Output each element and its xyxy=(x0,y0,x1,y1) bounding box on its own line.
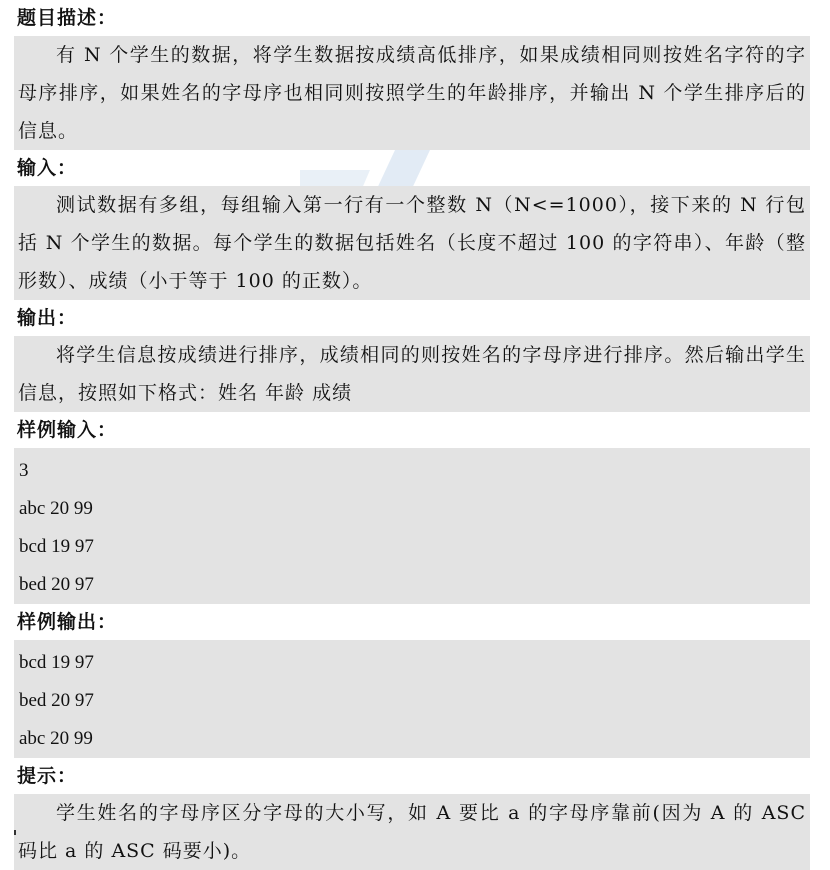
sample-input-box xyxy=(14,448,810,604)
sample-input-line: abc 20 99 xyxy=(19,498,93,519)
description-text: 有 N 个学生的数据，将学生数据按成绩高低排序，如果成绩相同则按姓名字符的字母序排序，如果姓名的字母序也相同则按照学生的年龄排序，并输出 N 个学生排序后的信息。 xyxy=(18,44,806,142)
sample-output-heading: 样例输出： xyxy=(17,611,118,633)
sample-input-line: 3 xyxy=(19,460,29,481)
input-heading: 输入： xyxy=(17,157,78,179)
sample-input-line: bed 20 97 xyxy=(19,574,94,595)
problem-document xyxy=(14,0,810,870)
sample-output-box xyxy=(14,640,810,758)
hint-text: 学生姓名的字母序区分字母的大小写，如 A 要比 a 的字母序靠前(因为 A 的 ASC 码比 a 的 ASC 码要小)。 xyxy=(18,802,806,862)
description-box xyxy=(14,36,810,150)
page-edge-mark xyxy=(14,830,26,835)
sample-input-line: bcd 19 97 xyxy=(19,536,94,557)
output-heading: 输出： xyxy=(17,307,78,329)
sample-input-heading: 样例输入： xyxy=(17,419,118,441)
hint-heading: 提示： xyxy=(17,765,78,787)
output-box xyxy=(14,336,810,412)
input-box xyxy=(14,186,810,300)
sample-output-line: abc 20 99 xyxy=(19,728,93,749)
output-text: 将学生信息按成绩进行排序，成绩相同的则按姓名的字母序进行排序。然后输出学生信息，按照如下格式：姓名 年龄 成绩 xyxy=(18,344,806,404)
input-text: 测试数据有多组，每组输入第一行有一个整数 N（N<=1000），接下来的 N 行包括 N 个学生的数据。每个学生的数据包括姓名（长度不超过 100 的字符串）、年龄（整形数）、成绩（小于等于 100 的正数）。 xyxy=(18,194,806,292)
sample-output-line: bcd 19 97 xyxy=(19,652,94,673)
hint-box xyxy=(14,794,810,870)
description-heading: 题目描述： xyxy=(17,7,118,29)
sample-output-line: bed 20 97 xyxy=(19,690,94,711)
